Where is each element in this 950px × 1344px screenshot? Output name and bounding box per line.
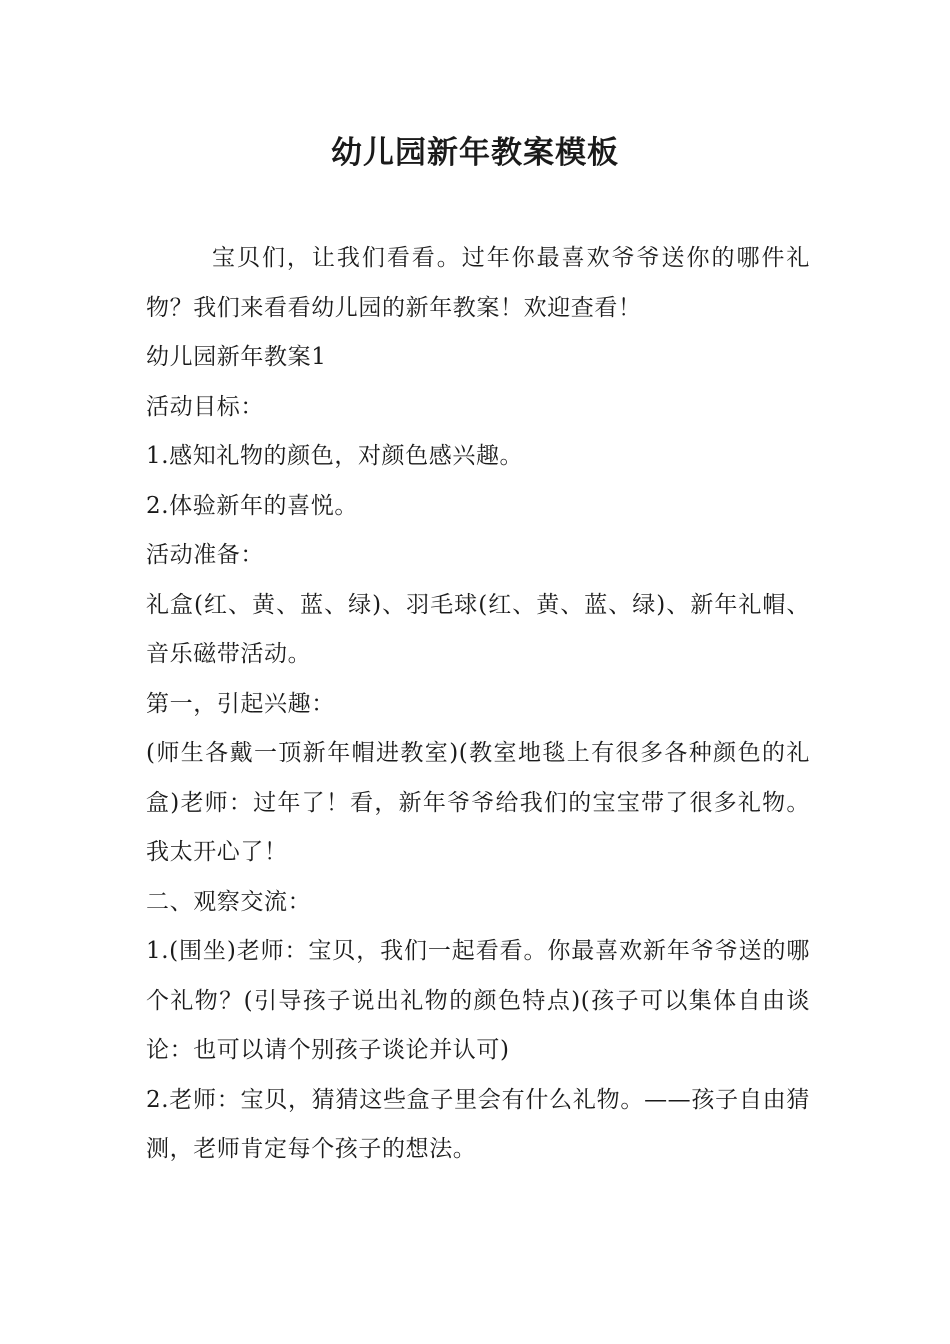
preparation-paragraph: 礼盒(红、黄、蓝、绿)、羽毛球(红、黄、蓝、绿)、新年礼帽、音乐磁带活动。 bbox=[146, 591, 810, 667]
section-heading-activity-preparation: 活动准备： bbox=[146, 542, 264, 568]
step-2-item-1: 1.(围坐)老师：宝贝，我们一起看看。你最喜欢新年爷爷送的哪个礼物？(引导孩子说出礼物的颜色特点)(孩子可以集体自由谈论：也可以请个别孩子谈论并认可) bbox=[146, 938, 810, 1063]
section-heading-step-2: 二、观察交流： bbox=[146, 888, 312, 915]
goal-item-2: 2.体验新年的喜悦。 bbox=[146, 492, 358, 519]
document-body bbox=[146, 234, 810, 1175]
intro-paragraph: 宝贝们，让我们看看。过年你最喜欢爷爷送你的哪件礼物？我们来看看幼儿园的新年教案！欢迎查看！ bbox=[146, 245, 810, 321]
goal-item-1: 1.感知礼物的颜色，对颜色感兴趣。 bbox=[146, 443, 524, 469]
step-1-paragraph: (师生各戴一顶新年帽进教室)(教室地毯上有很多各种颜色的礼盒)老师：过年了！看，新年爷爷给我们的宝宝带了很多礼物。我太开心了！ bbox=[146, 740, 810, 865]
section-heading-lesson-1: 幼儿园新年教案1 bbox=[146, 344, 327, 370]
step-2-item-2: 2.老师：宝贝，猜猜这些盒子里会有什么礼物。——孩子自由猜测，老师肯定每个孩子的想法。 bbox=[146, 1086, 810, 1162]
document-title: 幼儿园新年教案模板 bbox=[331, 135, 619, 171]
section-heading-activity-goals: 活动目标： bbox=[146, 393, 264, 420]
section-heading-step-1: 第一，引起兴趣： bbox=[146, 690, 335, 717]
